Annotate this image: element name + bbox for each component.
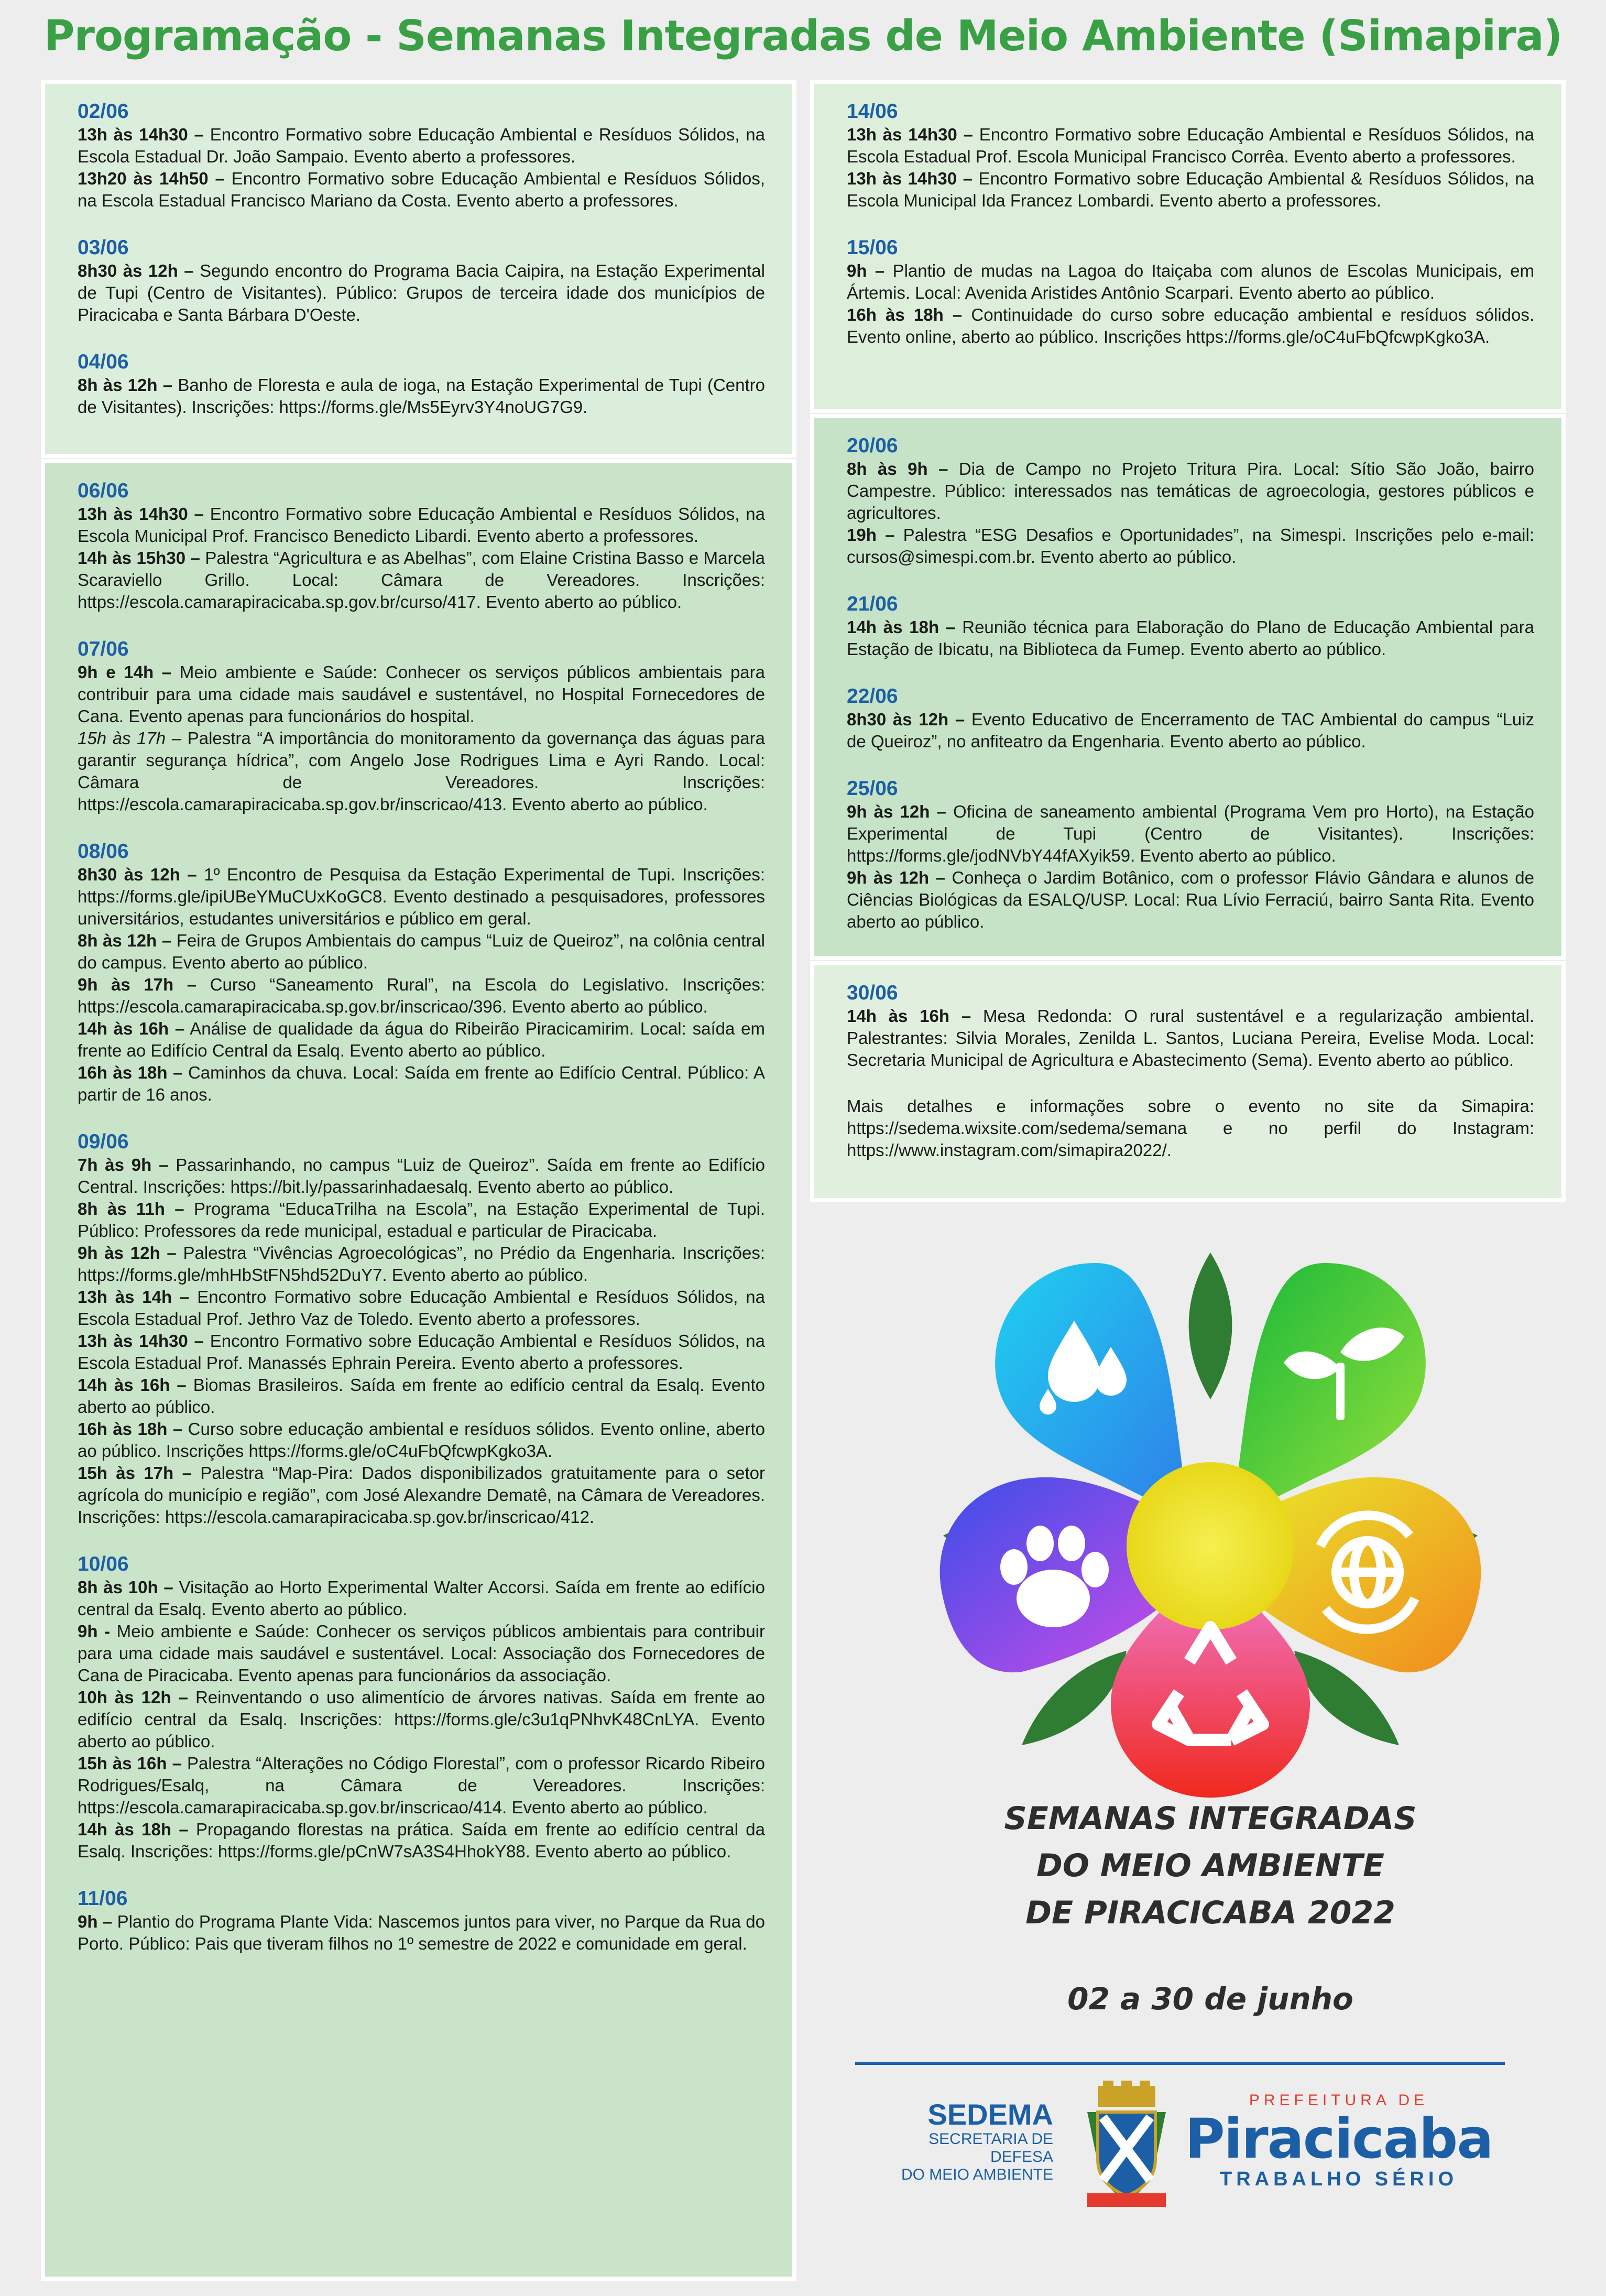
event-description: Meio ambiente e Saúde: Conhecer os serviços públicos ambientais para contribuir para uma cidade mais saudável e sustentável. Local: Associação dos Fornecedores de Cana de Piracicaba. Evento apenas para funcionários da associação. [78,1622,765,1685]
event-item [78,503,765,547]
event-time: 8h30 às 12h – [78,261,194,280]
event-description: Reinventando o uso alimentício de árvores nativas. Saída em frente ao edifício central da Esalq. Inscrições: https://forms.gle/c3u1qPNhvK48CnLYA. Evento aberto ao público. [78,1688,765,1751]
event-time: 14h às 16h – [78,1019,185,1038]
day-date: 09/06 [78,1130,129,1153]
event-time: 10h às 12h – [78,1688,188,1707]
sedema-subtitle-1: SECRETARIA DE DEFESA [928,2130,1053,2166]
tagline-line2: DO MEIO AMBIENTE [1036,1847,1384,1884]
sedema-subtitle-2: DO MEIO AMBIENTE [901,2166,1053,2183]
flower-center [1127,1462,1294,1630]
event-item [78,374,765,418]
event-item [847,709,1534,753]
day-block [78,100,765,212]
event-description: Banho de Floresta e aula de ioga, na Estação Experimental de Tupi (Centro de Visitantes). Inscrições: https://forms.gle/Ms5Eyrv3Y4noUG7G9. [78,375,765,417]
event-time: 13h às 14h30 – [847,125,973,144]
event-item [78,547,765,613]
event-description: Encontro Formativo sobre Educação Ambiental e Resíduos Sólidos, na Escola Estadual Prof. Jethro Vaz de Toledo. Evento aberto a professores. [78,1287,765,1329]
event-time: 8h às 11h – [78,1199,184,1218]
event-description: Propagando florestas na prática. Saída em frente ao edifício central da Esalq. Inscrições: https://forms.gle/pCnW7sA3S4HhokY88. Evento aberto ao público. [78,1820,765,1861]
day-date: 30/06 [847,982,898,1004]
event-time: 9h às 12h – [847,802,946,821]
day-block [847,236,1534,348]
event-item [78,1286,765,1330]
event-description: Caminhos da chuva. Local: Saída em frente ao Edifício Central. Público: A partir de 16 anos. [78,1063,766,1104]
schedule-box-week3 [810,80,1566,413]
day-date: 08/06 [78,840,129,863]
event-item [78,1462,765,1528]
event-item [78,1018,765,1062]
event-description: Palestra “Vivências Agroecológicas”, no Prédio da Engenharia. Inscrições: https://forms.gle/mhHbStFN5hd52DuY7. Evento aberto ao público. [78,1243,765,1285]
event-description: Passarinhando, no campus “Luiz de Queiroz”. Saída em frente ao Edifício Central. Inscrições: https://bit.ly/passarinhadaesalq. Evento aberto ao público. [78,1155,765,1196]
day-date: 03/06 [78,236,129,259]
event-description: Encontro Formativo sobre Educação Ambiental e Resíduos Sólidos, na Escola Estadual Dr. João Sampaio. Evento aberto a professores. [78,125,766,166]
event-description: Oficina de saneamento ambiental (Programa Vem pro Horto), na Estação Experimental de Tupi (Centro de Visitantes). Inscrições: https://forms.gle/jodNVbY44fAXyik59. Evento aberto ao público. [847,802,1534,865]
day-date: 25/06 [847,777,898,800]
event-item [78,1753,765,1819]
event-description: Conheça o Jardim Botânico, com o professor Flávio Gândara e alunos de Ciências Biológicas da ESALQ/USP. Local: Rua Lívio Ferraciú, bairro Santa Rita. Evento aberto ao público. [847,868,1534,931]
event-description: Dia de Campo no Projeto Tritura Pira. Local: Sítio São João, bairro Campestre. Público: interessados nas temáticas de agroecologia, gestores públicos e agricultores. [847,459,1534,523]
event-item [78,1576,765,1620]
event-item [78,930,765,974]
event-item [78,1686,765,1753]
event-description: Meio ambiente e Saúde: Conhecer os serviços públicos ambientais para contribuir para uma cidade mais saudável e sustentável, no Hospital Fornecedores de Cana. Evento apenas para funcionários do hospital. [78,662,765,726]
sedema-logo [865,2099,1053,2184]
event-item [847,1005,1534,1071]
event-time: 9h – [847,261,885,280]
schedule-box-week1 [41,80,796,458]
event-description: Encontro Formativo sobre Educação Ambiental & Resíduos Sólidos, na Escola Municipal Ida Francez Lombardi. Evento aberto a professores. [847,169,1534,210]
event-item [78,864,765,930]
event-time: 8h30 às 12h – [847,710,965,729]
event-time: 16h às 18h – [78,1419,183,1439]
day-date: 21/06 [847,593,898,615]
day-date: 07/06 [78,638,129,660]
event-time: 14h às 16h – [78,1375,187,1395]
event-time: 13h às 14h30 – [78,504,204,524]
day-block [847,684,1534,753]
event-description: Encontro Formativo sobre Educação Ambiental e Resíduos Sólidos, na Escola Estadual Francisco Mariano da Costa. Evento aberto a professores. [78,169,765,210]
day-block [847,777,1534,933]
event-time: 15h às 16h – [78,1754,182,1773]
event-description: Visitação ao Horto Experimental Walter Accorsi. Saída em frente ao edifício central da Esalq. Evento aberto ao público. [78,1577,765,1619]
prefeitura-logo [1182,2091,1496,2191]
piracicaba-coat-of-arms-icon [1077,2081,1176,2212]
event-item [78,1374,765,1418]
event-time: 16h às 18h – [78,1063,183,1082]
day-block [78,637,765,815]
day-date: 11/06 [78,1887,128,1910]
event-description: Biomas Brasileiros. Saída em frente ao edifício central da Esalq. Evento aberto ao público. [78,1375,765,1417]
event-description: Palestra “Agricultura e as Abelhas”, com Elaine Cristina Basso e Marcela Scaraviello Grillo. Local: Câmara de Vereadores. Inscrições: https://escola.camarapiracicaba.sp.gov.br/curso/417. Evento aberto ao público. [78,548,766,612]
prefeitura-motto: TRABALHO SÉRIO [1220,2168,1458,2190]
event-time: 14h às 16h – [847,1006,971,1026]
event-description: Encontro Formativo sobre Educação Ambiental e Resíduos Sólidos, na Escola Municipal Prof. Francisco Benedicto Libardi. Evento aberto a professores. [78,504,766,546]
leaf-top [1189,1253,1232,1399]
event-time: 13h às 14h30 – [78,125,204,144]
day-date: 04/06 [78,351,129,373]
event-description: Palestra “ESG Desafios e Oportunidades”, na Simespi. Inscrições pelo e-mail: cursos@simespi.com.br. Evento aberto ao público. [847,525,1534,567]
day-block [847,100,1534,212]
event-time: 9h às 17h – [78,975,197,994]
event-item [847,458,1534,524]
event-time: 7h às 9h – [78,1155,169,1174]
event-description: Feira de Grupos Ambientais do campus “Luiz de Queiroz”, na colônia central do campus. Evento aberto ao público. [78,931,765,972]
event-item [847,304,1534,348]
day-block [78,479,765,613]
day-block [847,434,1534,568]
event-item [78,1330,765,1374]
event-description: Palestra “Map-Pira: Dados disponibilizados gratuitamente para o setor agrícola do município e região”, com José Alexandre Dematê, na Câmara de Vereadores. Inscrições: https://escola.camarapiracicaba.sp.gov.br/inscricao/412. [78,1463,765,1527]
event-description: Encontro Formativo sobre Educação Ambiental e Resíduos Sólidos, na Escola Estadual Prof. Escola Municipal Francisco Corrêa. Evento aberto a professores. [847,125,1535,166]
day-date: 06/06 [78,480,129,502]
event-description: 1º Encontro de Pesquisa da Estação Experimental de Tupi. Inscrições: https://forms.gle/ipiUBeYMuCUxKoGC8. Evento destinado a pesquisadores, professores universitários, estudantes universitários e público em geral. [78,865,765,928]
tagline-line1: SEMANAS INTEGRADAS [1004,1800,1417,1837]
event-time: 14h às 18h – [847,617,956,637]
event-description: Plantio do Programa Plante Vida: Nascemos juntos para viver, no Parque da Rua do Porto. Público: Pais que tiveram filhos no 1º semestre de 2022 e comunidade em geral. [78,1912,765,1953]
event-item [78,727,765,815]
prefeitura-label: PREFEITURA DE [1249,2092,1429,2109]
event-description: Curso “Saneamento Rural”, na Escola do Legislativo. Inscrições: https://escola.camarapiracicaba.sp.gov.br/inscricao/396. Evento aberto ao público. [78,975,765,1016]
event-time: 9h às 12h – [78,1243,177,1263]
event-time: 8h às 10h – [78,1577,173,1597]
day-block [78,350,765,418]
sedema-name: SEDEMA [927,2098,1053,2131]
event-description: Palestra “Alterações no Código Florestal”, com o professor Ricardo Ribeiro Rodrigues/Esalq, na Câmara de Vereadores. Inscrições: https://escola.camarapiracicaba.sp.gov.br/inscricao/414. Evento aberto ao público. [78,1754,765,1817]
event-time: 8h às 12h – [78,375,173,395]
event-item [78,260,765,326]
day-date: 02/06 [78,100,129,123]
event-time: 13h20 às 14h50 – [78,169,225,188]
event-item [78,1911,765,1955]
event-item [78,1620,765,1686]
day-block [78,1130,765,1528]
event-item [847,801,1534,867]
day-date: 14/06 [847,100,898,123]
event-description: Mesa Redonda: O rural sustentável e a regularização ambiental. Palestrantes: Silvia Morales, Zenilda L. Santos, Luciana Pereira, Evelise Moda. Local: Secretaria Municipal de Agricultura e Abastecimento (Sema). Evento aberto ao público. [847,1006,1534,1070]
event-item [78,1819,765,1863]
event-description: Plantio de mudas na Lagoa do Itaiçaba com alunos de Escolas Municipais, em Ártemis. Local: Avenida Aristides Antônio Scarpari. Evento aberto ao público. [847,261,1534,302]
event-item [847,867,1534,933]
event-time: 14h às 18h – [78,1820,189,1839]
event-time: 15h às 17h – [78,1463,192,1483]
event-item [78,1062,765,1106]
day-block [78,1552,765,1863]
event-time: 14h às 15h30 – [78,548,200,568]
event-item [847,168,1534,212]
simapira-flower-logo [865,1242,1556,1808]
event-description: Análise de qualidade da água do Ribeirão Piracicamirim. Local: saída em frente ao Edifício Central da Esalq. Evento aberto ao público. [78,1019,766,1060]
event-item [78,1198,765,1242]
event-description: Segundo encontro do Programa Bacia Caipira, na Estação Experimental de Tupi (Centro de Visitantes). Público: Grupos de terceira idade dos municípios de Piracicaba e Santa Bárbara D'Oeste. [78,261,765,324]
day-block [847,592,1534,660]
event-description: Palestra “A importância do monitoramento da governança das águas para garantir segurança hídrica”, com Angelo Jose Rodrigues Lima e Ayri Rando. Local: Câmara de Vereadores. Inscrições: https://escola.camarapiracicaba.sp.gov.br/inscricao/413. Evento aberto ao público. [78,728,765,814]
day-block [78,1887,765,1955]
event-item [78,661,765,727]
event-time: 9h e 14h – [78,662,172,682]
event-time: 8h às 12h – [78,931,172,950]
event-time: 8h30 às 12h – [78,865,197,884]
event-item [847,616,1534,660]
day-date: 22/06 [847,685,898,708]
event-time: 9h às 12h – [847,868,945,887]
event-item [847,260,1534,304]
event-time: 9h – [78,1912,113,1931]
event-time: 13h às 14h30 – [847,169,973,188]
event-item [847,124,1534,168]
tagline-line3: DE PIRACICABA 2022 [1025,1895,1395,1931]
page-title: Programação - Semanas Integradas de Meio Ambiente (Simapira) [43,12,1563,60]
event-time: 13h às 14h30 – [78,1331,204,1351]
event-description: Programa “EducaTrilha na Escola”, na Estação Experimental de Tupi. Público: Professores da rede municipal, estadual e particular de Piracicaba. [78,1199,765,1241]
day-block [847,981,1534,1071]
event-description: Continuidade do curso sobre educação ambiental e resíduos sólidos. Evento online, aberto ao público. Inscrições https://forms.gle/oC4uFbQfcwpKgko3A. [847,305,1534,346]
event-description: Evento Educativo de Encerramento de TAC Ambiental do campus “Luiz de Queiroz”, no anfiteatro da Engenharia. Evento aberto ao público. [847,710,1534,751]
event-time: 13h às 14h – [78,1287,190,1307]
event-description: Curso sobre educação ambiental e resíduos sólidos. Evento online, aberto ao público. Inscrições https://forms.gle/oC4uFbQfcwpKgko3A. [78,1419,765,1461]
tagline-dates: 02 a 30 de junho [1067,1981,1353,2017]
prefeitura-city: Piracicaba [1185,2107,1493,2171]
event-time: 16h às 18h – [847,305,963,324]
event-item [847,524,1534,568]
event-time: 19h – [847,525,895,545]
event-item [78,1154,765,1198]
event-item [78,1242,765,1286]
day-date: 10/06 [78,1553,129,1575]
day-date: 20/06 [847,434,898,457]
more-info-text: Mais detalhes e informações sobre o evento no site da Simapira: https://sedema.wixsite.com/sedema/semana e no perfil do Instagram: https://www.instagram.com/simapira2022/. [847,1096,1534,1160]
schedule-box-week4 [810,414,1566,960]
event-description: Reunião técnica para Elaboração do Plano de Educação Ambiental para Estação de Ibicatu, na Biblioteca da Fumep. Evento aberto ao público. [847,617,1535,659]
event-item [78,168,765,212]
day-block [78,840,765,1106]
divider-line [855,2062,1505,2065]
day-block [78,236,765,326]
event-item [78,1418,765,1462]
event-item [78,124,765,168]
schedule-box-week2 [41,459,796,2281]
event-description: Encontro Formativo sobre Educação Ambiental e Resíduos Sólidos, na Escola Estadual Prof. Manassés Ephrain Pereira. Evento aberto a professores. [78,1331,766,1373]
schedule-box-week5 [810,961,1566,1202]
day-date: 15/06 [847,236,898,259]
event-time: 8h às 9h – [847,459,948,478]
event-time: 9h - [78,1622,111,1641]
event-item [78,974,765,1018]
event-time: 15h às 17h – [78,728,182,748]
